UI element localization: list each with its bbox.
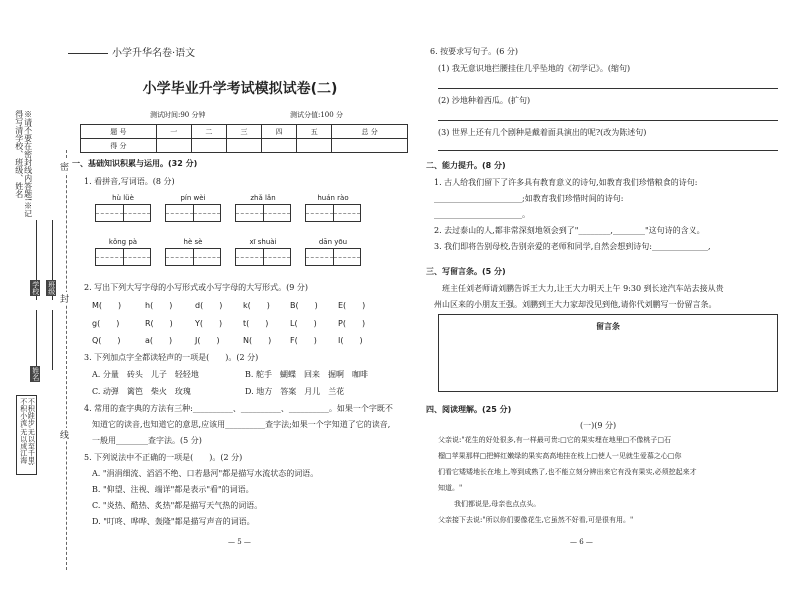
question-4-line3: 一般用________查字法。(5 分) <box>92 436 202 445</box>
brand-header <box>68 44 195 59</box>
answer-line[interactable] <box>438 88 778 89</box>
score-table-header-row <box>81 125 408 139</box>
letter-item: d( ) <box>195 301 223 310</box>
ability-q1-line3: ______________________。 <box>434 210 530 219</box>
writing-grid[interactable] <box>305 248 361 266</box>
ability-q3: 3. 我们即将告别母校,告别亲爱的老师和同学,自然会想到诗句:______________, <box>434 242 711 251</box>
score-cell: 二 <box>191 125 226 139</box>
score-input-cell[interactable] <box>226 139 261 153</box>
answer-line[interactable] <box>438 120 778 121</box>
message-box[interactable] <box>438 314 778 392</box>
option-c: C. 动弹 篱笆 柴火 玫瑰 <box>92 387 191 396</box>
test-time: 测试时间:90 分钟 <box>150 111 206 119</box>
pinyin: pín wèi <box>180 194 206 202</box>
score-cell: 题 号 <box>81 125 157 139</box>
header-rule <box>68 53 108 54</box>
label-name: 姓名 <box>31 367 40 381</box>
answer-line[interactable] <box>438 150 778 151</box>
seal-xian: 线 <box>60 428 69 441</box>
notice-text: ※请不要在密封线内答题!※记得写清学校、班级、姓名 <box>14 110 33 218</box>
motto-text: 不积跬步,无以至千里;不积小流,无以成江海 <box>16 395 37 475</box>
ability-q2: 2. 去过泰山的人,都非常深刻地领会到了"________,________"这句诗的含义。 <box>434 226 705 235</box>
brand-text: 小学升华名卷·语文 <box>112 48 196 59</box>
letter-item: h( ) <box>145 301 173 310</box>
right-page <box>420 0 800 589</box>
option-a: A. 分量 砖头 儿子 轻轻地 <box>92 370 199 379</box>
reading-subtitle: (一)(9 分) <box>580 421 617 430</box>
letter-item: k( ) <box>243 301 270 310</box>
option-b: B. 舵手 蝴蝶 回来 掘啊 咖啡 <box>245 370 368 379</box>
writing-grid[interactable] <box>165 248 221 266</box>
question-1: 1. 看拼音,写词语。(8 分) <box>84 177 175 186</box>
passage-line: 知道。" <box>438 484 463 492</box>
pinyin: huán rào <box>317 194 349 202</box>
score-table-score-row <box>81 139 408 153</box>
letter-item: B( ) <box>290 301 318 310</box>
letter-item: I( ) <box>338 336 363 345</box>
exam-title: 小学毕业升学考试模拟试卷(二) <box>142 81 338 97</box>
letter-item: E( ) <box>338 301 366 310</box>
writing-prompt-line1: 班主任刘老师请刘鹏告诉王大力,让王大力明天上午 9:30 到长途汽车站去接从贵 <box>442 284 724 293</box>
question-3: 3. 下列加点字全都读轻声的一项是( )。(2 分) <box>84 353 259 362</box>
score-input-cell[interactable] <box>332 139 408 153</box>
pinyin: xī shuài <box>249 238 277 246</box>
ability-q1-line1: 1. 古人给我们留下了许多具有教育意义的诗句,如教育我们珍惜粮食的诗句: <box>434 178 698 187</box>
option-c: C. "炎热、酷热、炙热"都是描写天气热的词语。 <box>92 501 263 510</box>
section-3-title: 三、写留言条。(5 分) <box>426 267 506 276</box>
letter-item: t( ) <box>243 319 269 328</box>
writing-prompt-line2: 州山区来的小朋友王强。刘鹏到王大力家却没见到他,请你代刘鹏写一份留言条。 <box>434 300 717 309</box>
pinyin: hè sè <box>183 238 203 246</box>
score-input-cell[interactable] <box>191 139 226 153</box>
letter-item: L( ) <box>290 319 317 328</box>
reading-passage <box>438 432 788 528</box>
letter-item: a( ) <box>145 336 173 345</box>
score-cell: 四 <box>262 125 297 139</box>
question-6-2: (2) 沙地种着西瓜。(扩句) <box>438 96 531 105</box>
pinyin: kǒng pà <box>108 238 138 246</box>
seal-line <box>66 150 67 570</box>
label-school: 学校 <box>31 281 40 295</box>
letter-item: Y( ) <box>195 319 223 328</box>
letter-item: F( ) <box>290 336 317 345</box>
question-4-line2: 知道它的读音,也知道它的意思,应该用__________查字法;如果一个字知道了它的读音, <box>92 420 391 429</box>
passage-line: 父亲说:"花生的好处很多,有一样最可贵:□它的果实埋在地里□不像桃子□石 <box>438 436 672 444</box>
score-input-cell[interactable] <box>262 139 297 153</box>
letter-item: N( ) <box>243 336 272 345</box>
section-1-title: 一、基础知识积累与运用。(32 分) <box>72 159 198 168</box>
score-table <box>80 124 408 153</box>
writing-grid[interactable] <box>95 204 151 222</box>
ability-q1-line2: ______________________;如教育我们珍惜时间的诗句: <box>434 194 624 203</box>
letter-item: R( ) <box>145 319 173 328</box>
writing-grid[interactable] <box>235 248 291 266</box>
page-number: — 5 — <box>228 538 251 546</box>
letter-item: g( ) <box>92 319 120 328</box>
section-2-title: 二、能力提升。(8 分) <box>426 161 506 170</box>
score-cell: 三 <box>226 125 261 139</box>
section-4-title: 四、阅读理解。(25 分) <box>426 405 512 414</box>
passage-line: 们看它矮矮地长在地上,等到成熟了,也不能立刻分辨出来它有没有果实,必须挖起来才 <box>438 468 697 476</box>
pinyin: zhǎ lǎn <box>250 194 276 202</box>
pinyin: dān yōu <box>318 238 348 246</box>
letter-item: Q( ) <box>92 336 121 345</box>
option-b: B. "仰望、注视、端详"都是表示"看"的词语。 <box>92 485 254 494</box>
letter-item: J( ) <box>195 336 220 345</box>
passage-line: 父亲接下去说:"所以你们要像花生,它虽然不好看,可是很有用。" <box>438 516 634 524</box>
question-5: 5. 下列说法中不正确的一项是( )。(2 分) <box>84 453 243 462</box>
class-line <box>36 310 37 370</box>
seal-mi: 密 <box>60 160 69 173</box>
name-line <box>52 310 53 370</box>
question-6-1: (1) 我无意识地拦腰挂住几乎坠地的《初学记》。(缩句) <box>438 64 631 73</box>
pinyin: hù lüè <box>112 194 134 202</box>
option-d: D. "叮咚、哗哗、轰隆"都是描写声音的词语。 <box>92 517 255 526</box>
letter-item: M( ) <box>92 301 122 310</box>
score-cell: 一 <box>156 125 191 139</box>
test-score: 测试分值:100 分 <box>290 111 343 119</box>
option-a: A. "涓涓细流、滔滔不绝、口若悬河"都是描写水流状态的词语。 <box>92 469 319 478</box>
score-cell: 总 分 <box>332 125 408 139</box>
writing-grid[interactable] <box>165 204 221 222</box>
passage-line: 榴□苹果那样□把鲜红嫩绿的果实高高地挂在枝上□使人一见就生爱慕之心□你 <box>438 452 682 460</box>
question-2: 2. 写出下列大写字母的小写形式或小写字母的大写形式。(9 分) <box>84 283 309 292</box>
question-6: 6. 按要求写句子。(6 分) <box>430 47 519 56</box>
score-cell: 五 <box>297 125 332 139</box>
label-class: 班级 <box>47 281 56 295</box>
writing-grid[interactable] <box>95 248 151 266</box>
option-d: D. 地方 答案 月儿 兰花 <box>245 387 345 396</box>
writing-grid[interactable] <box>305 204 361 222</box>
score-cell: 得 分 <box>81 139 157 153</box>
question-6-3: (3) 世界上还有几个剧种是戴着面具演出的呢?(改为陈述句) <box>438 128 647 137</box>
score-input-cell[interactable] <box>297 139 332 153</box>
binding-strip <box>12 110 60 510</box>
question-4-line1: 4. 常用的查字典的方法有三种:__________、__________、__________。如果一个字既不 <box>84 404 393 413</box>
writing-grid[interactable] <box>235 204 291 222</box>
seal-feng: 封 <box>60 292 69 305</box>
passage-line: 我们都说是,母亲也点点头。 <box>454 500 541 508</box>
score-input-cell[interactable] <box>156 139 191 153</box>
message-box-title: 留言条 <box>596 321 620 331</box>
page-number: — 6 — <box>570 538 593 546</box>
letter-item: P( ) <box>338 319 366 328</box>
